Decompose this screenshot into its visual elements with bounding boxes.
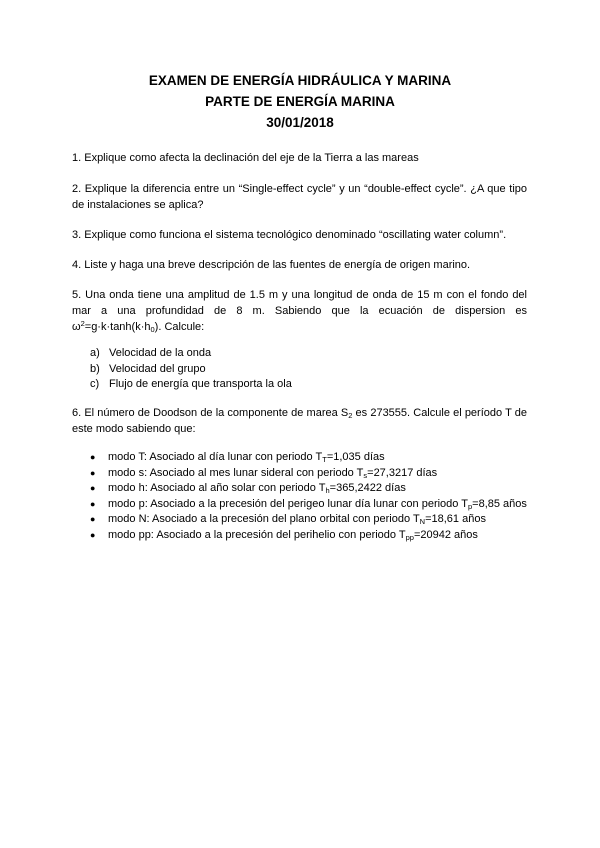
exam-header xyxy=(0,70,600,133)
bullet-icon: ● xyxy=(90,483,96,493)
list-item: a) Velocidad de la onda xyxy=(90,347,212,359)
list-item: ● modo pp: Asociado a la precesión del perihelio con periodo $T_{pp}=20942$ años xyxy=(90,528,478,542)
question-5-items xyxy=(90,346,292,393)
list-item: c) Flujo de energía que transporta la ola xyxy=(90,378,292,390)
question-5 xyxy=(72,287,527,335)
list-item: ● modo p: Asociado a la precesión del perigeo lunar día lunar con periodo $T_p=8,85$ años xyxy=(90,497,527,511)
bullet-icon: ● xyxy=(90,467,96,478)
bullet-icon: ● xyxy=(90,452,96,462)
question-6: 6. El número de Doodson de la componente de marea $S_2$ es 273555. Calcule el período T de este modo sabiendo que: xyxy=(72,407,528,435)
exam-subtitle: PARTE DE ENERGÍA MARINA xyxy=(205,94,395,109)
list-item: ● modo N: Asociado a la precesión del plano orbital con periodo $T_N=18,61$ años xyxy=(90,513,486,526)
question-4: 4. Liste y haga una breve descripción de las fuentes de energía de origen marino. xyxy=(72,259,471,271)
question-3: 3. Explique como funciona el sistema tecnológico denominado “oscillating water column”. xyxy=(72,229,507,241)
exam-date: 30/01/2018 xyxy=(266,115,334,130)
list-item: ● modo h: Asociado al año solar con periodo $T_h=365,2422$ días xyxy=(90,482,406,495)
bullet-icon: ● xyxy=(90,514,96,524)
list-item: b) Velocidad del grupo xyxy=(90,362,206,375)
question-6-modes xyxy=(90,450,527,543)
list-item: ● modo T: Asociado al día lunar con periodo $T_T=1,035$ días xyxy=(90,451,385,464)
question-1: 1. Explique como afecta la declinación del eje de la Tierra a las mareas xyxy=(72,152,419,164)
exam-title: EXAMEN DE ENERGÍA HIDRÁULICA Y MARINA xyxy=(148,73,452,88)
list-item: ● modo s: Asociado al mes lunar sideral con periodo $T_s=27,3217$ días xyxy=(90,466,438,480)
bullet-icon: ● xyxy=(90,498,96,509)
bullet-icon: ● xyxy=(90,529,96,540)
dispersion-equation: $\omega^2=g\cdot k\cdot\tanh(k\cdot h_0)$. Calcule: xyxy=(72,319,205,334)
question-5-text: 5. Una onda tiene una amplitud de 1.5 m y una longitud de onda de 15 m con el fondo del mar a una profundidad de 8 m. Sabiendo que la ecuación de dispersion es xyxy=(72,289,527,317)
question-2: 2. Explique la diferencia entre un “Single-effect cycle” y un “double-effect cycle”. ¿A que tipo de instalaciones se aplica? xyxy=(72,183,527,211)
